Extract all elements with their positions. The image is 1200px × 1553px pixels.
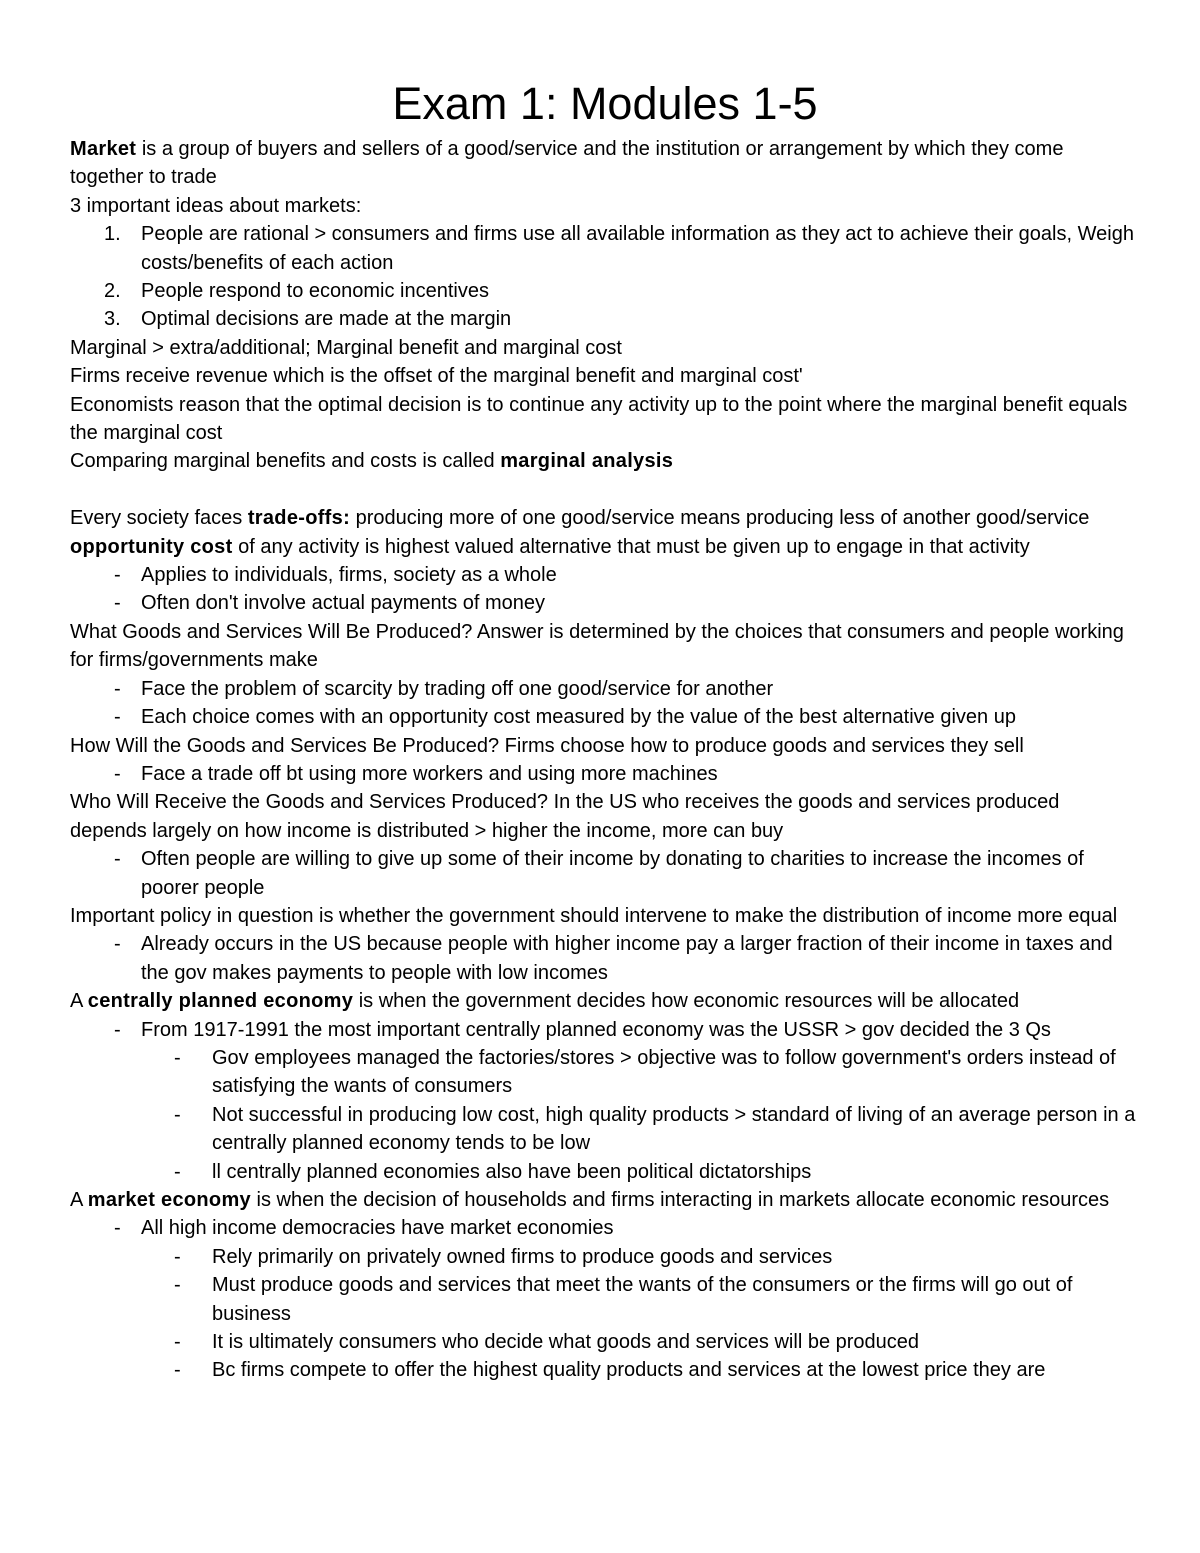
text-run: From 1917-1991 the most important centrally planned economy was the USSR > gov decided the 3 Qs (141, 1018, 1051, 1041)
text-run: Bc firms compete to offer the highest quality products and services at the lowest price they are (212, 1359, 1046, 1382)
list-marker: - (114, 762, 121, 785)
text (141, 678, 773, 700)
paragraph (70, 732, 1140, 760)
text (212, 1104, 1135, 1154)
text-run: Already occurs in the US because people with higher income pay a larger fraction of their income in taxes and the gov makes payments to people with low incomes (141, 933, 1113, 984)
bold-term: market economy (87, 1189, 251, 1212)
bold-term: Market (70, 138, 137, 160)
text (70, 365, 803, 387)
text (70, 990, 1019, 1012)
text (70, 536, 1030, 558)
text-run: Often don't involve actual payments of money (141, 592, 546, 615)
paragraph (70, 362, 1140, 390)
text (70, 394, 1127, 444)
text (141, 592, 545, 614)
paragraph (70, 447, 1140, 475)
text (70, 905, 1117, 927)
text (70, 337, 622, 359)
document-body (70, 135, 1140, 1385)
bullet-item (70, 1214, 1140, 1242)
nested-bullet-item (70, 1328, 1140, 1356)
text-run: 3 important ideas about markets: (70, 194, 362, 217)
text-run: producing more of one good/service means producing less of another good/service (350, 507, 1090, 530)
list-marker: - (114, 1217, 121, 1240)
text (70, 1189, 1109, 1211)
paragraph (70, 533, 1140, 561)
paragraph (70, 788, 1140, 845)
text (141, 1019, 1051, 1041)
text-run: Comparing marginal benefits and costs is called (70, 450, 501, 473)
bullet-item (70, 760, 1140, 788)
text-run: Must produce goods and services that meet the wants of the consumers or the firms will go out of business (212, 1274, 1073, 1325)
text (141, 280, 489, 302)
list-marker: 2. (104, 280, 121, 303)
paragraph (70, 1186, 1140, 1214)
bullet-item (70, 675, 1140, 703)
text-run: People respond to economic incentives (141, 280, 489, 303)
numbered-list-item (70, 305, 1140, 333)
text (212, 1246, 832, 1268)
text-run: Firms receive revenue which is the offset of the marginal benefit and marginal cost' (70, 365, 803, 388)
text-run: Optimal decisions are made at the margin (141, 308, 512, 331)
text (212, 1274, 1072, 1324)
text-run: It is ultimately consumers who decide what goods and services will be produced (212, 1331, 920, 1354)
text (141, 933, 1113, 983)
text (70, 791, 1059, 841)
text (212, 1359, 1045, 1381)
text (70, 138, 1063, 188)
list-marker: - (174, 1274, 181, 1297)
list-marker: - (174, 1046, 181, 1069)
text-run: Marginal > extra/additional; Marginal benefit and marginal cost (70, 336, 622, 359)
text (141, 308, 511, 330)
text-run: is when the government decides how economic resources will be allocated (353, 990, 1020, 1013)
paragraph (70, 334, 1140, 362)
text-run: A (70, 1189, 88, 1212)
text (70, 507, 1089, 529)
list-marker: - (174, 1160, 181, 1183)
bold-term: trade-offs: (247, 507, 351, 530)
list-marker: - (114, 1018, 121, 1041)
paragraph (70, 135, 1140, 192)
list-marker: - (114, 848, 121, 871)
bold-term: opportunity cost (70, 535, 233, 558)
bullet-item (70, 561, 1140, 589)
text-run: What Goods and Services Will Be Produced? Answer is determined by the choices that consumers and people working for firms/governments make (70, 620, 1124, 672)
text (212, 1331, 919, 1353)
bullet-item (70, 589, 1140, 617)
bullet-item (70, 703, 1140, 731)
list-marker: - (174, 1359, 181, 1382)
text (141, 564, 557, 586)
paragraph (70, 987, 1140, 1015)
list-marker: - (174, 1245, 181, 1268)
text-run: Face the problem of scarcity by trading off one good/service for another (141, 677, 774, 700)
nested-bullet-item (70, 1243, 1140, 1271)
paragraph (70, 192, 1140, 220)
text-run: of any activity is highest valued alternative that must be given up to engage in that activity (232, 535, 1030, 558)
text (141, 1217, 613, 1239)
list-marker: - (114, 592, 121, 615)
text (141, 763, 718, 785)
bold-term: centrally planned economy (87, 990, 354, 1013)
text-run: is when the decision of households and firms interacting in markets allocate economic resources (250, 1189, 1110, 1212)
bold-term: marginal analysis (500, 450, 674, 473)
paragraph (70, 618, 1140, 675)
text (70, 195, 361, 217)
nested-bullet-item (70, 1101, 1140, 1158)
text-run: Important policy in question is whether the government should intervene to make the distribution of income more equal (70, 904, 1118, 927)
blank-line (70, 476, 1140, 504)
text (141, 848, 1084, 898)
paragraph (70, 391, 1140, 448)
text-run: Every society faces (70, 507, 248, 530)
list-marker: - (174, 1103, 181, 1126)
nested-bullet-item (70, 1158, 1140, 1186)
text (212, 1161, 811, 1183)
text-run: Gov employees managed the factories/stores > objective was to follow government's orders instead of satisfying the wants of consumers (212, 1046, 1116, 1098)
list-marker: - (114, 706, 121, 729)
paragraph (70, 504, 1140, 532)
text-run: Applies to individuals, firms, society as a whole (141, 564, 557, 587)
nested-bullet-item (70, 1044, 1140, 1101)
page-title: Exam 1: Modules 1-5 (392, 78, 818, 129)
text (141, 706, 1016, 728)
bullet-item (70, 930, 1140, 987)
text-run: Not successful in producing low cost, high quality products > standard of living of an average person in a centrally planned economy tends to be low (212, 1103, 1136, 1155)
numbered-list-item (70, 220, 1140, 277)
list-marker: - (174, 1331, 181, 1354)
text (212, 1047, 1116, 1097)
text (70, 621, 1124, 671)
text-run: Face a trade off bt using more workers and using more machines (141, 762, 718, 785)
text (141, 223, 1134, 273)
list-marker: 1. (104, 223, 121, 246)
text-run: ll centrally planned economies also have been political dictatorships (212, 1160, 812, 1183)
paragraph (70, 902, 1140, 930)
list-marker: - (114, 564, 121, 587)
nested-bullet-item (70, 1356, 1140, 1384)
list-marker: - (114, 677, 121, 700)
text-run: Who Will Receive the Goods and Services Produced? In the US who receives the goods and services produced depends largely on how income is distributed > higher the income, more can buy (70, 791, 1060, 842)
text-run: How Will the Goods and Services Be Produced? Firms choose how to produce goods and services they sell (70, 734, 1024, 757)
list-marker: - (114, 933, 121, 956)
text (70, 735, 1024, 757)
text-run: Each choice comes with an opportunity cost measured by the value of the best alternative given up (141, 706, 1016, 729)
bullet-item (70, 845, 1140, 902)
bullet-item (70, 1016, 1140, 1044)
text-run: Rely primarily on privately owned firms to produce goods and services (212, 1245, 833, 1268)
numbered-list-item (70, 277, 1140, 305)
text-run: All high income democracies have market economies (141, 1217, 614, 1240)
text-run: Often people are willing to give up some of their income by donating to charities to increase the incomes of poorer people (141, 848, 1084, 899)
text-run: A (70, 990, 88, 1013)
text (70, 450, 673, 472)
text-run: Economists reason that the optimal decision is to continue any activity up to the point where the marginal benefit equals the marginal cost (70, 393, 1128, 445)
nested-bullet-item (70, 1271, 1140, 1328)
text-run: People are rational > consumers and firms use all available information as they act to achieve their goals, Weigh costs/benefits of each action (141, 223, 1134, 274)
list-marker: 3. (104, 308, 121, 331)
text-run: is a group of buyers and sellers of a good/service and the institution or arrangement by which they come together to trade (70, 138, 1064, 189)
